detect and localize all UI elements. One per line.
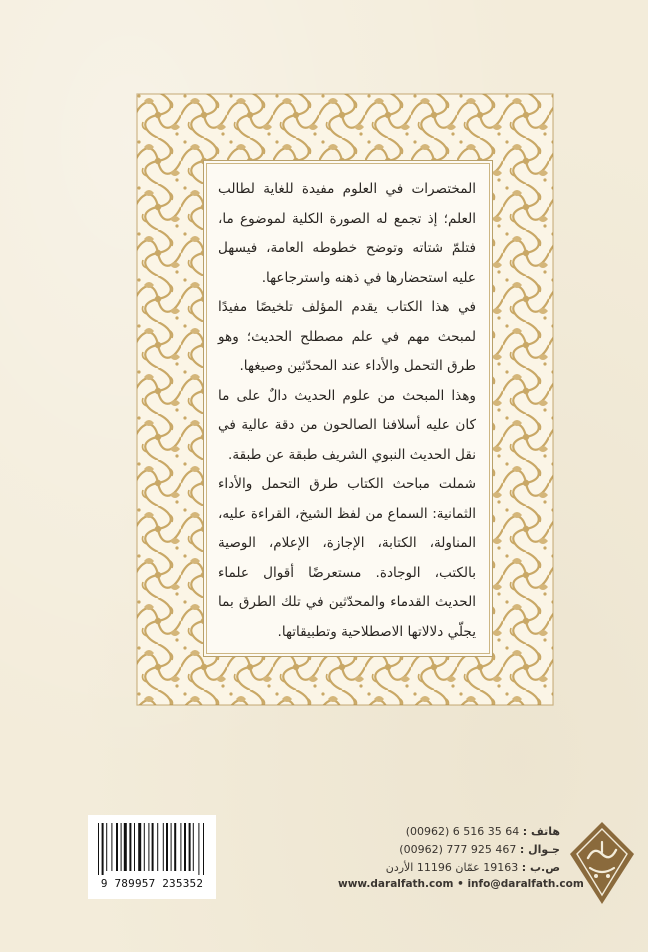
pobox-line	[338, 859, 560, 877]
mobile-label: جـوال :	[519, 843, 560, 856]
mobile-value: (00962) 777 925 467	[399, 843, 517, 856]
synopsis-paragraph: شملت مباحث الكتاب طرق التحمل والأداء الثمانية: السماع من لفظ الشيخ، القراءة عليه، المناولة، الكتابة، الإجازة، الإعلام، الوصية بالكتب، الوجادة. مستعرضًا أقوال علماء الحديث القدماء والمحدّثين في تلك الطرق بما يجلّي دلالاتها الاصطلاحية وتطبيقاتها.	[218, 476, 476, 640]
separator-bullet: •	[457, 878, 464, 890]
publisher-contact	[338, 823, 560, 877]
website-link[interactable]: www.daralfath.com	[338, 878, 454, 890]
synopsis-paragraph: وهذا المبحث من علوم الحديث دالٌ على ما كان عليه أسلافنا الصالحون من دقة عالية في نقل الحديث النبوي الشريف طبقة عن طبقة.	[218, 387, 476, 463]
synopsis-panel	[203, 160, 493, 657]
phone-label: هاتف :	[522, 825, 560, 838]
email-link[interactable]: info@daralfath.com	[467, 878, 584, 890]
phone-line	[338, 823, 560, 841]
synopsis-paragraph: المختصرات في العلوم مفيدة للغاية لطالب العلم؛ إذ تجمع له الصورة الكلية لموضوع ما، فتلمّ شتاته وتوضح خطوطه العامة، فيسهل عليه استحضارها في ذهنه واسترجاعها.	[218, 181, 476, 286]
phone-value: (00962) 6 516 35 64	[405, 825, 520, 838]
isbn-number: 9 789957 235352	[100, 877, 204, 890]
mobile-line	[338, 841, 560, 859]
synopsis-paragraph: في هذا الكتاب يقدم المؤلف تلخيصًا مفيدًا لمبحث مهم في علم مصطلح الحديث؛ وهو طرق التحمل والأداء عند المحدّثين وصيغها.	[218, 299, 476, 374]
pobox-label: ص.ب :	[521, 861, 560, 874]
publisher-logo	[568, 820, 636, 906]
barcode-bars	[96, 823, 208, 875]
web-contact-line	[338, 878, 584, 890]
synopsis-text	[218, 175, 476, 647]
pobox-value: 19163 عمّان 11196 الأردن	[385, 861, 519, 874]
isbn-barcode	[88, 815, 216, 899]
publisher-seal-icon	[568, 820, 636, 906]
